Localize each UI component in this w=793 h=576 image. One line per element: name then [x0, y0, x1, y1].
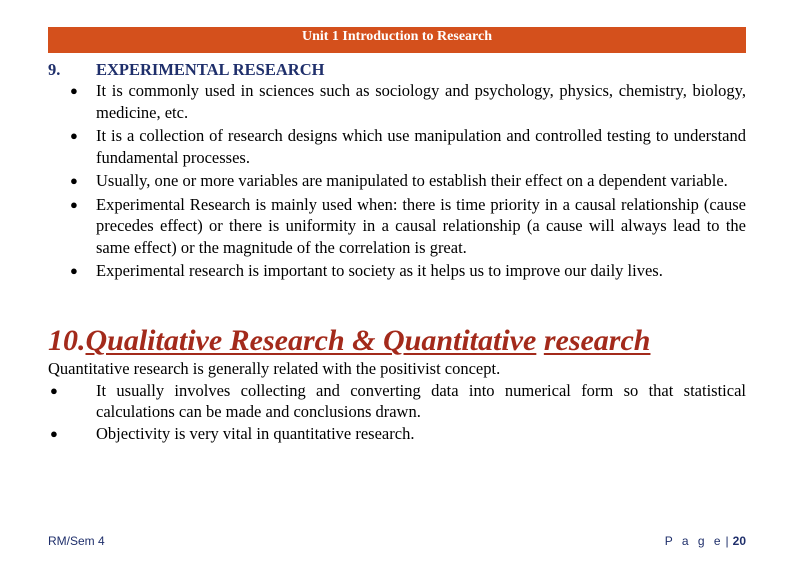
- header-title: Unit 1 Introduction to Research: [301, 29, 493, 44]
- list-item: ● Experimental Research is mainly used when: there is time priority in a causal relationship (cause precedes effect) or there is uniformity in a causal relationship (a cause will always lead to the same effect) or the magnitude of the correlation is great.: [70, 194, 746, 257]
- footer-left-label: RM/Sem 4: [48, 534, 105, 548]
- page-separator: |: [725, 534, 729, 548]
- section-9-heading: [48, 60, 746, 80]
- bullet-icon: ●: [70, 196, 78, 212]
- bullet-icon: ●: [50, 382, 58, 398]
- section-10-bullet-list: [48, 380, 746, 445]
- bullet-icon: ●: [70, 263, 78, 278]
- section-10-title-part2: research: [543, 324, 651, 357]
- list-item: ● Usually, one or more variables are manipulated to establish their effect on a dependent variable.: [70, 171, 728, 190]
- page-number: 20: [732, 534, 746, 548]
- section-10-number: 10.: [48, 324, 86, 357]
- footer-page-info: [665, 534, 746, 548]
- section-qualitative-quantitative: [48, 358, 746, 444]
- section-9-title: EXPERIMENTAL RESEARCH: [96, 60, 325, 79]
- header-bar: [48, 27, 746, 53]
- list-item: ● It is commonly used in sciences such as sociology and psychology, physics, chemistry, biology, medicine, etc.: [70, 81, 746, 122]
- section-9-number: 9.: [48, 60, 61, 79]
- section-10-intro: Quantitative research is generally related with the positivist concept.: [48, 359, 501, 378]
- section-9-bullet-list: [48, 80, 746, 282]
- section-10-heading: [48, 322, 748, 360]
- bullet-icon: ●: [50, 425, 58, 441]
- list-item: ● Experimental research is important to society as it helps us to improve our daily lives.: [70, 261, 663, 280]
- list-item: ● It is a collection of research designs which use manipulation and controlled testing to understand fundamental processes.: [70, 126, 746, 167]
- section-10-title-part1: Qualitative Research & Quantitative: [85, 324, 537, 357]
- bullet-icon: ●: [70, 173, 78, 188]
- page-label: P a g e: [664, 534, 724, 548]
- section-experimental-research: [48, 60, 746, 284]
- list-item: ● It usually involves collecting and converting data into numerical form so that statistical calculations can be made and conclusions drawn.: [50, 380, 746, 421]
- bullet-icon: ●: [70, 83, 78, 98]
- bullet-icon: ●: [70, 128, 78, 143]
- list-item: ● Objectivity is very vital in quantitative research.: [50, 423, 415, 443]
